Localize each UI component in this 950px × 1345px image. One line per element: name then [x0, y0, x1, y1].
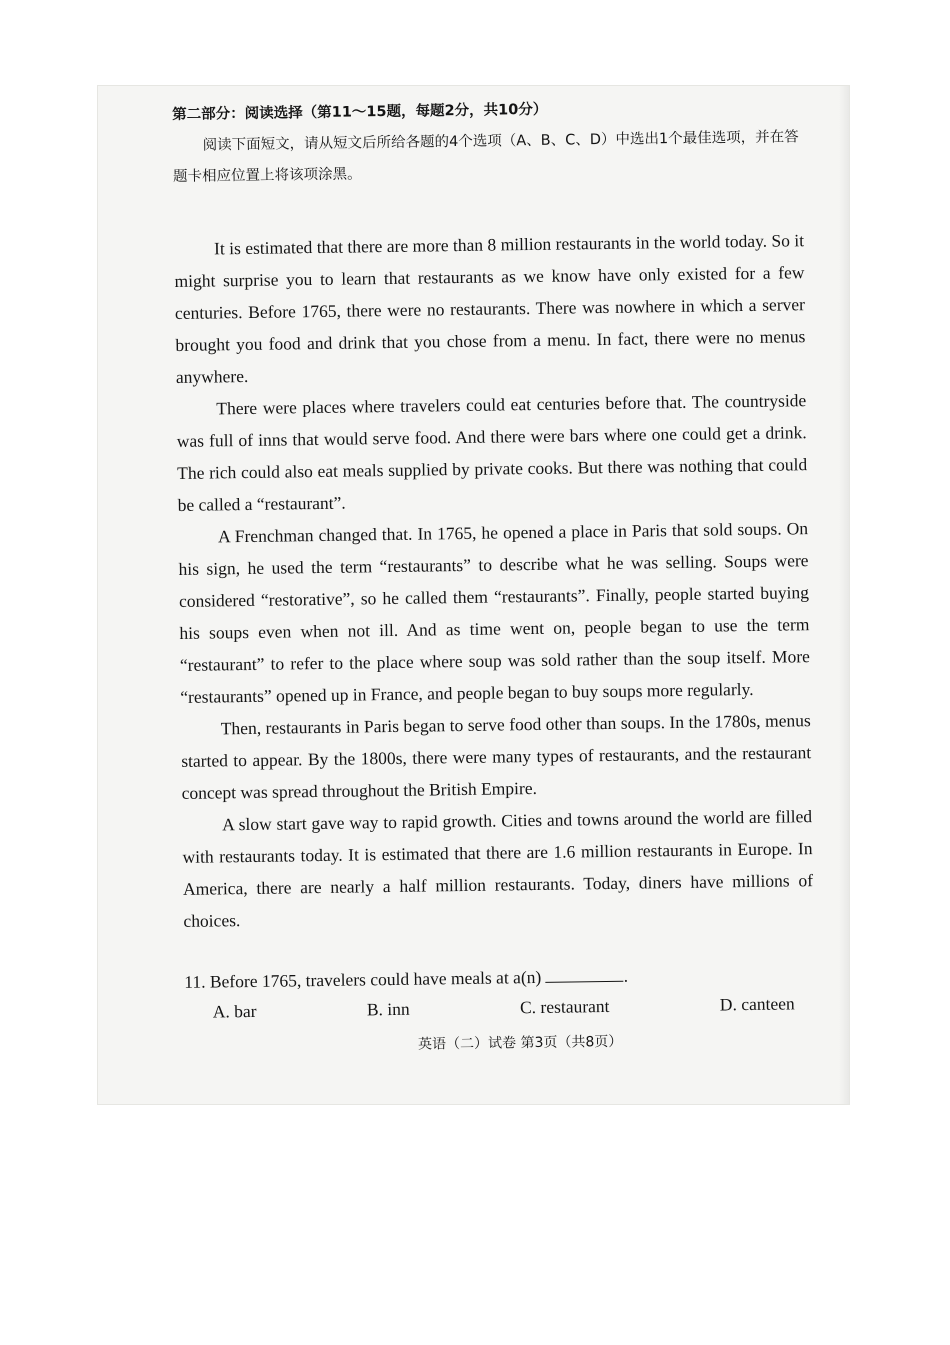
reading-passage: [174, 224, 814, 937]
option-d: D. canteen: [719, 993, 795, 1015]
question-end: .: [623, 965, 629, 986]
passage-paragraph-3: A Frenchman changed that. In 1765, he opened a place in Paris that sold soups. On his sign, he used the term “restaurants” to describe what he was selling. Soups were considered “restorative”, so he called them “restaurants”. Finally, people started buying his soups even when not ill. And as time went on, people began to use the term “restaurant” to refer to the place where soup was sold rather than the soup itself. More “restaurants” opened up in France, and people began to buy soups more regularly.: [178, 518, 810, 707]
option-c: C. restaurant: [519, 995, 610, 1018]
page-content: [172, 91, 815, 1057]
option-a: A. bar: [212, 1000, 257, 1022]
page-footer: 英语（二）试卷 第3页（共8页）: [417, 1033, 623, 1053]
passage-paragraph-5: A slow start gave way to rapid growth. Cities and towns around the world are filled with restaurants today. It is estimated that there are 1.6 million restaurants in Europe. In America, there are nearly a half million restaurants. Today, diners have millions of choices.: [182, 806, 814, 931]
question-stem: 11. Before 1765, travelers could have meals at a(n): [184, 966, 542, 992]
exam-page: [97, 85, 850, 1105]
instruction-text: 阅读下面短文，请从短文后所给各题的4个选项（A、B、C、D）中选出1个最佳选项，并在答题卡相应位置上将该项涂黑。: [172, 129, 799, 185]
passage-paragraph-1: It is estimated that there are more than 8 million restaurants in the world today. So it might surprise you to learn that restaurants as we know have only existed for a few centuries. Before 1765, there were no restaurants. There was nowhere in which a server brought you food and drink that you chose from a menu. In fact, there were no menus anywhere.: [174, 230, 806, 387]
section-title: 第二部分：阅读选择（第11～15题，每题2分，共10分）: [172, 101, 548, 123]
passage-paragraph-2: There were places where travelers could eat centuries before that. The countryside was full of inns that would serve food. And there were bars where one could get a drink. The rich could also eat meals supplied by private cooks. But there was nothing that could be called a “restaurant”.: [176, 390, 808, 515]
passage-paragraph-4: Then, restaurants in Paris began to serve food other than soups. In the 1780s, menus started to appear. By the 1800s, there were many types of restaurants, and the restaurant concept was spread throughout the British Empire.: [181, 710, 812, 803]
option-b: B. inn: [366, 998, 410, 1020]
answer-blank: [546, 965, 624, 983]
